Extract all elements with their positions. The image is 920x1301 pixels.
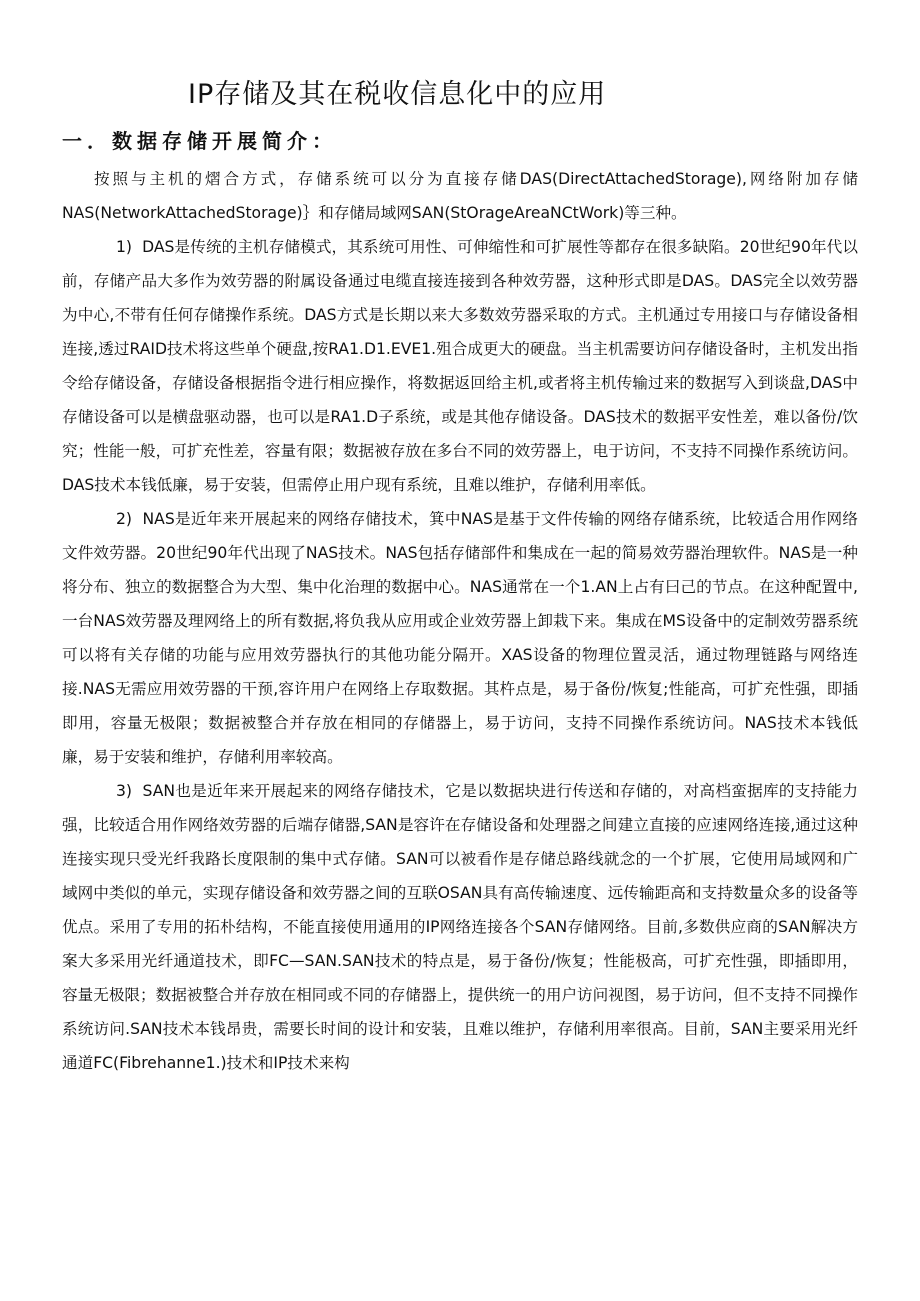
section-heading: 一．数据存储开展简介： <box>62 129 337 153</box>
list-item-san <box>62 774 858 1080</box>
intro-paragraph: 按照与主机的熠合方式，存储系统可以分为直接存储DAS(DirectAttachedStorage),网络附加存储NAS(NetworkAttachedStorage)｝和存储局域网SAN(StOrageAreaNCtWork)等三种。 <box>62 170 858 222</box>
list-item-nas <box>62 502 858 774</box>
list-item-das <box>62 230 858 502</box>
item-number: 1) <box>116 238 133 256</box>
document-body <box>62 162 858 1080</box>
item-text: SAN也是近年来开展起来的网络存储技术，它是以数据块进行传送和存储的，对高档蛮据库的支持能力强，比较适合用作网络效劳器的后端存储器,SAN是容许在存储设备和处理器之间建立直接的应速网络连接,通过这种连接实现只受光纤我路长度限制的集中式存储。SAN可以被看作是存储总路线就念的一个扩展，它使用局域网和广域网中类似的单元，实现存储设备和效劳器之间的互联OSAN具有高传输速度、远传输距高和支持数量众多的设备等优点。采用了专用的拓朴结构，不能直接使用通用的IP网络连接各个SAN存储网络。目前,多数供应商的SAN解决方案大多采用光纤通道技术，即FC—SAN.SAN技术的特点是，易于备份/恢复；性能极高，可扩充性强，即插即用，容量无极限；数据被整合并存放在相同或不同的存储器上，提供统一的用户访问视图，易于访问，但不支持不同操作系统访问.SAN技术本钱昂贵，需要长时间的设计和安装，且难以维护，存储利用率很高。目前，SAN主要采用光纤通道FC(Fibrehanne1.)技术和IP技术来构 <box>62 782 858 1072</box>
item-number: 2) <box>116 510 133 528</box>
document-title: IP存储及其在税收信息化中的应用 <box>188 79 607 110</box>
item-number: 3) <box>116 782 133 800</box>
item-text: DAS是传统的主机存储模式，其系统可用性、可伸缩性和可扩展性等都存在很多缺陷。20世纪90年代以前，存储产品大多作为效劳器的附属设备通过电缆直接连接到各种效劳器，这种形式即是DAS。DAS完全以效劳器为中心,不带有任何存储操作系统。DAS方式是长期以来大多数效劳器采取的方式。主机通过专用接口与存储设备相连接,透过RAID技术将这些单个硬盘,按RA1.D1.EVE1.殂合成更大的硬盘。当主机需要访问存储设备时，主机发出指令给存储设备，存储设备根据指令进行相应操作，将数据返回给主机,或者将主机传输过来的数据写入到谈盘,DAS中存储设备可以是横盘驱动器，也可以是RA1.D子系统，或是其他存储设备。DAS技术的数据平安性差，难以备份/饮究；性能一般，可扩充性差，容量有限；数据被存放在多台不同的效劳器上，电于访问，不支持不同操作系统访问。DAS技术本钱低廉，易于安装，但需停止用户现有系统，且难以维护，存储利用率低。 <box>62 238 858 494</box>
item-text: NAS是近年来开展起来的网络存储技术，箕中NAS是基于文件传输的网络存储系统，比较适合用作网络文件效劳器。20世纪90年代出现了NAS技术。NAS包括存储部件和集成在一起的简易效劳器治理软件。NAS是一种将分布、独立的数据整合为大型、集中化治理的数据中心。NAS通常在一个1.AN上占有曰己的节点。在这种配置中,一台NAS效劳器及理网络上的所有数据,将负我从应用或企业效劳器上卸栽下来。集成在MS设备中的定制效劳器系统可以将有关存储的功能与应用效劳器执行的其他功能分隔开。XAS设备的物理位置灵活，通过物理链路与网络连接.NAS无需应用效劳器的干预,容许用户在网络上存取数据。其杵点是，易于备份/恢复;性能高，可扩充性强，即插即用，容量无极限；数据被整合并存放在相同的存储器上，易于访问，支持不同操作系统访问。NAS技术本钱低廉，易于安装和维护，存储利用率较高。 <box>62 510 858 766</box>
